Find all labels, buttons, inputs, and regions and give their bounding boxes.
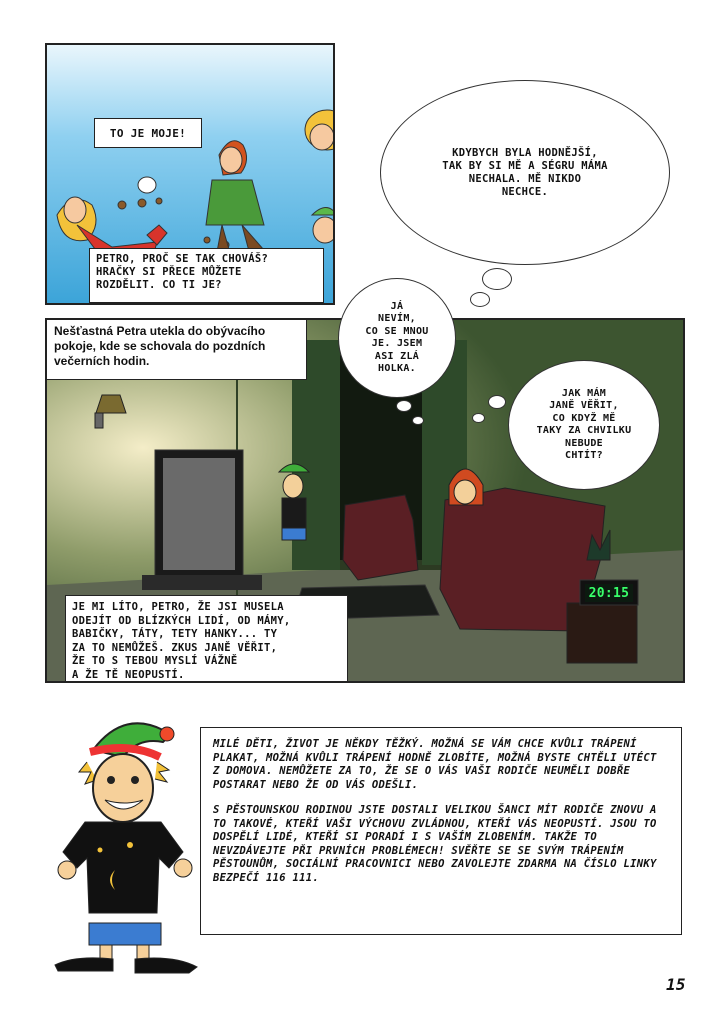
thought-dot <box>396 400 412 412</box>
thought-cloud-petra: JÁ NEVÍM, CO SE MNOU JE. JSEM ASI ZLÁ HOLKA. <box>338 278 456 398</box>
info-box <box>200 727 682 935</box>
digital-clock-display: 20:15 <box>585 584 633 602</box>
thought-dot <box>488 395 506 409</box>
speech-bubble-top: TO JE MOJE! <box>94 118 202 148</box>
narration-box: Nešťastná Petra utekla do obývacího pokoje, kde se schovala do pozdních večerních hodin. <box>45 318 307 380</box>
page-number: 15 <box>666 975 686 994</box>
info-paragraph-2: S PĚSTOUNSKOU RODINOU JSTE DOSTALI VELIKOU ŠANCI MÍT RODIČE ZNOVU A TO TAKOVÉ, KTEŘÍ VAŠI VÝCHOVU ZVLÁDNOU, KTEŘÍ VÁS NEOPUSTÍ. JSOU TO DOSPĚLÍ LIDÉ, KTEŘÍ SI PORADÍ I S VAŠÍM ZLOBENÍM. TAKŽE TO NEVZDÁVEJTE PŘI PRVNÍCH PROBLÉMECH! SVĚŘTE SE SE SVÝM TRÁPENÍM PĚSTOUNŮM, SOCIÁLNÍ PRACOVNICI NEBO ZAVOLEJTE ZDARMA NA ČÍSLO LINKY BEZPEČÍ 116 111. <box>213 804 657 884</box>
thought-cloud-boy: JAK MÁM JANĚ VĚŘIT, CO KDYŽ MĚ TAKY ZA CHVILKU NEBUDE CHTÍT? <box>508 360 660 490</box>
caption-box-panel-1: PETRO, PROČ SE TAK CHOVÁŠ? HRAČKY SI PŘECE MŮŽETE ROZDĚLIT. CO TI JE? <box>89 248 324 303</box>
thought-dot <box>482 268 512 290</box>
info-paragraph-1: MILÉ DĚTI, ŽIVOT JE NĚKDY TĚŽKÝ. MOŽNÁ SE VÁM CHCE KVŮLI TRÁPENÍ PLAKAT, MOŽNÁ KVŮLI TRÁPENÍ HODNĚ ZLOBÍTE, MOŽNÁ BYSTE CHTĚLI UTÉCT Z DOMOVA. NEMŮŽETE ZA TO, ŽE SE O VÁS VAŠI RODIČE NEUMĚLI DOBŘE POSTARAT NEBO ŽE OD VÁS ODEŠLI. <box>213 738 657 791</box>
comic-panel-1 <box>45 43 335 305</box>
thought-dot <box>472 413 485 423</box>
elf-boy-character <box>45 710 205 975</box>
kid-right-elf-hat <box>312 208 335 244</box>
thought-dot <box>470 292 490 307</box>
thought-cloud-top: KDYBYCH BYLA HODNĚJŠÍ, TAK BY SI MĚ A SÉGRU MÁMA NECHALA. MĚ NIKDO NECHCE. <box>380 80 670 265</box>
speech-box-bottom: JE MI LÍTO, PETRO, ŽE JSI MUSELA ODEJÍT OD BLÍZKÝCH LIDÍ, OD MÁMY, BABIČKY, TÁTY, TETY HANKY... TY ZA TO NEMŮŽEŠ. ZKUS JANĚ VĚŘIT, ŽE TO S TEBOU MYSLÍ VÁŽNĚ A ŽE TĚ NEOPUSTÍ. <box>65 595 348 683</box>
thought-dot <box>412 416 424 425</box>
